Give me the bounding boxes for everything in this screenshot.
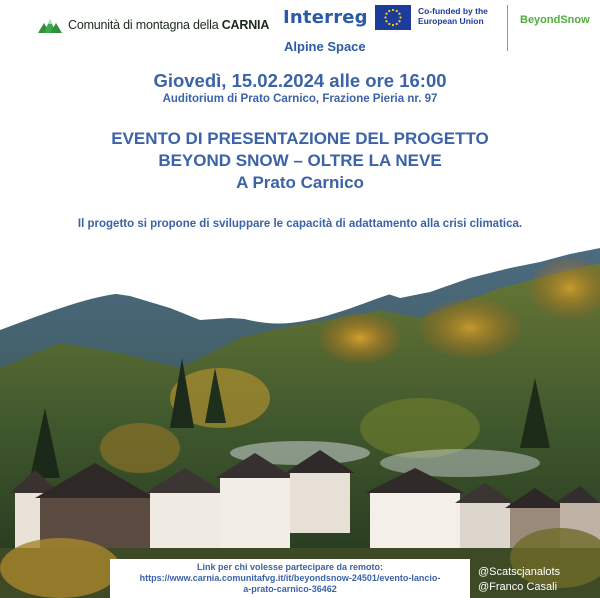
- eu-flag-icon: [375, 5, 411, 30]
- event-title-line3: A Prato Carnico: [236, 173, 364, 192]
- eu-star-icon: [398, 13, 400, 15]
- eu-star-icon: [388, 10, 390, 12]
- event-title-line1: EVENTO DI PRESENTAZIONE DEL PROGETTO: [111, 129, 489, 148]
- header: [0, 0, 600, 60]
- event-description: Il progetto si propone di sviluppare le capacità di adattamento alla crisi climatica.: [77, 218, 523, 230]
- village-photo: [0, 248, 600, 598]
- project-brand: BeyondSnow: [520, 14, 590, 26]
- link-intro: Link per chi volesse partecipare da remoto:: [196, 562, 384, 572]
- org-logo: [38, 17, 269, 33]
- eu-star-icon: [384, 16, 386, 18]
- eu-star-icon: [396, 10, 398, 12]
- eu-star-icon: [388, 23, 390, 25]
- eu-star-icon: [392, 9, 394, 11]
- eu-star-icon: [398, 20, 400, 22]
- eu-star-icon: [396, 23, 398, 25]
- credit-author: @Franco Casali: [478, 581, 558, 593]
- program-area: Alpine Space: [284, 39, 366, 54]
- cofunded-text: Co-funded by the European Union: [418, 6, 488, 26]
- event-title-line2: BEYOND SNOW – OLTRE LA NEVE: [158, 151, 442, 170]
- link-url-line2[interactable]: a-prato-carnico-36462: [243, 584, 337, 594]
- org-name-regular: Comunità di montagna della: [68, 18, 222, 32]
- eu-star-icon: [385, 13, 387, 15]
- event-date-time: Giovedì, 15.02.2024 alle ore 16:00: [153, 70, 447, 91]
- event-title: [0, 128, 600, 194]
- mountains-logo-icon: [38, 17, 62, 33]
- remote-link-box[interactable]: [110, 559, 470, 598]
- header-divider: [507, 5, 508, 51]
- event-venue: Auditorium di Prato Carnico, Frazione Pieria nr. 97: [162, 93, 438, 105]
- program-name: Interreg: [283, 7, 368, 28]
- eu-star-icon: [392, 24, 394, 26]
- eu-star-icon: [399, 16, 401, 18]
- eu-star-icon: [385, 20, 387, 22]
- link-url-line1[interactable]: https://www.carnia.comunitafvg.it/it/beyondsnow-24501/evento-lancio-: [139, 573, 441, 583]
- org-name-bold: CARNIA: [221, 18, 270, 32]
- credit-handle: @Scatscjanalots: [478, 566, 561, 578]
- org-name: [68, 18, 269, 32]
